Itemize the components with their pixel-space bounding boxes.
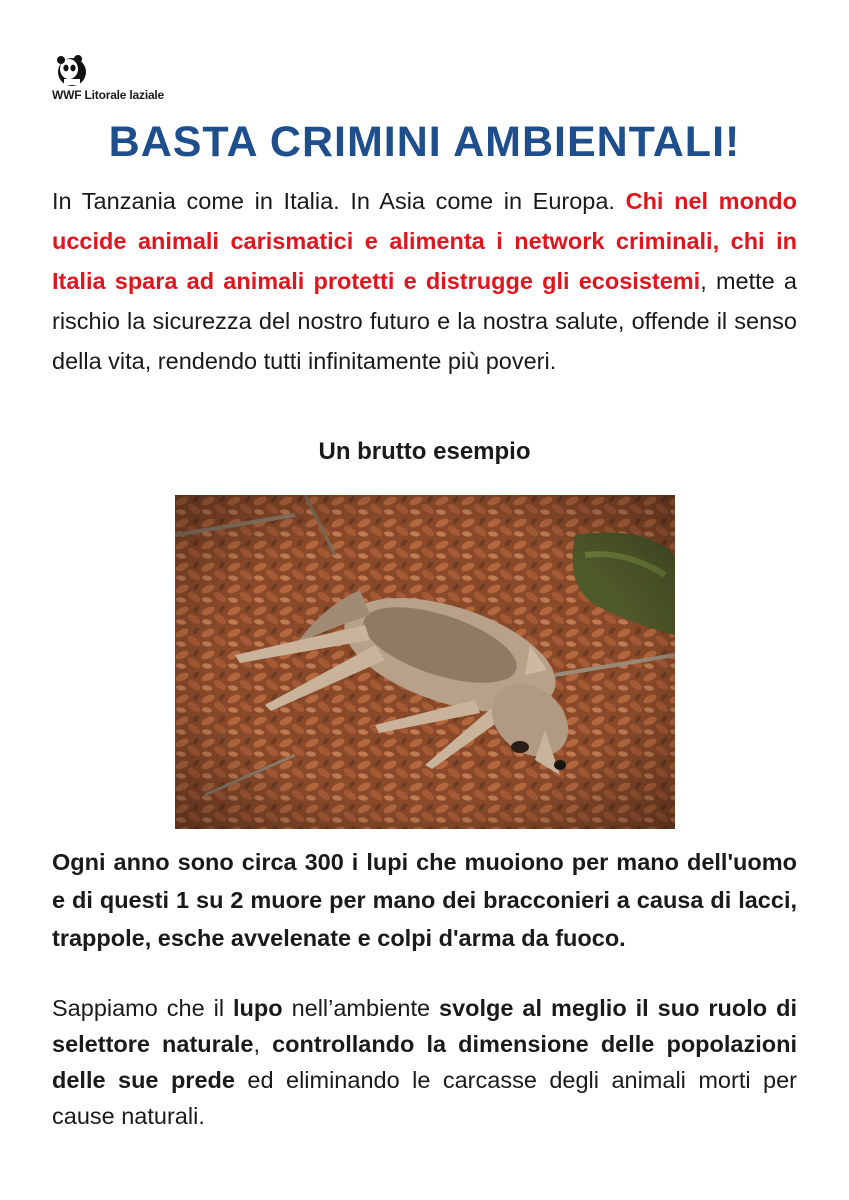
logo-text: [52, 88, 164, 102]
page-title: BASTA CRIMINI AMBIENTALI!: [108, 118, 741, 166]
intro-rest: , mette a rischio la sicurezza del nostro futuro e la nostra salute, offende il senso della vita, rendendo tutti infinitamente più poveri.: [52, 268, 797, 374]
dead-wolf-photo: [175, 495, 675, 829]
closing-bold-1: lupo: [233, 995, 283, 1021]
closing-text-1: Sappiamo che il: [52, 995, 234, 1021]
wwf-logo: [50, 50, 180, 106]
closing-bold-2: svolge al meglio il suo ruolo di selettore naturale: [52, 995, 797, 1057]
section-subtitle: Un brutto esempio: [318, 438, 531, 465]
panda-icon: [54, 52, 90, 88]
closing-text-2: nell’ambiente: [282, 995, 439, 1021]
logo-brand: WWF: [52, 88, 82, 102]
closing-text-3: ,: [253, 1031, 273, 1057]
intro-paragraph: [52, 181, 797, 381]
stats-paragraph: Ogni anno sono circa 300 i lupi che muoiono per mano dell'uomo e di questi 1 su 2 muore per mano dei bracconieri a causa di lacci, trappole, esche avvelenate e colpi d'arma da fuoco.: [52, 849, 797, 951]
closing-text-4: ed eliminando le carcasse degli animali morti per cause naturali.: [52, 1067, 797, 1129]
closing-bold-3: controllando la dimensione delle popolazioni delle sue prede: [52, 1031, 798, 1093]
logo-label: Litorale laziale: [84, 88, 165, 102]
intro-highlight: Chi nel mondo uccide animali carismatici e alimenta i network criminali, chi in Italia spara ad animali protetti e distrugge gli ecosistemi: [52, 188, 798, 294]
closing-paragraph: [52, 990, 797, 1134]
intro-lead: In Tanzania come in Italia. In Asia come in Europa.: [52, 188, 615, 214]
